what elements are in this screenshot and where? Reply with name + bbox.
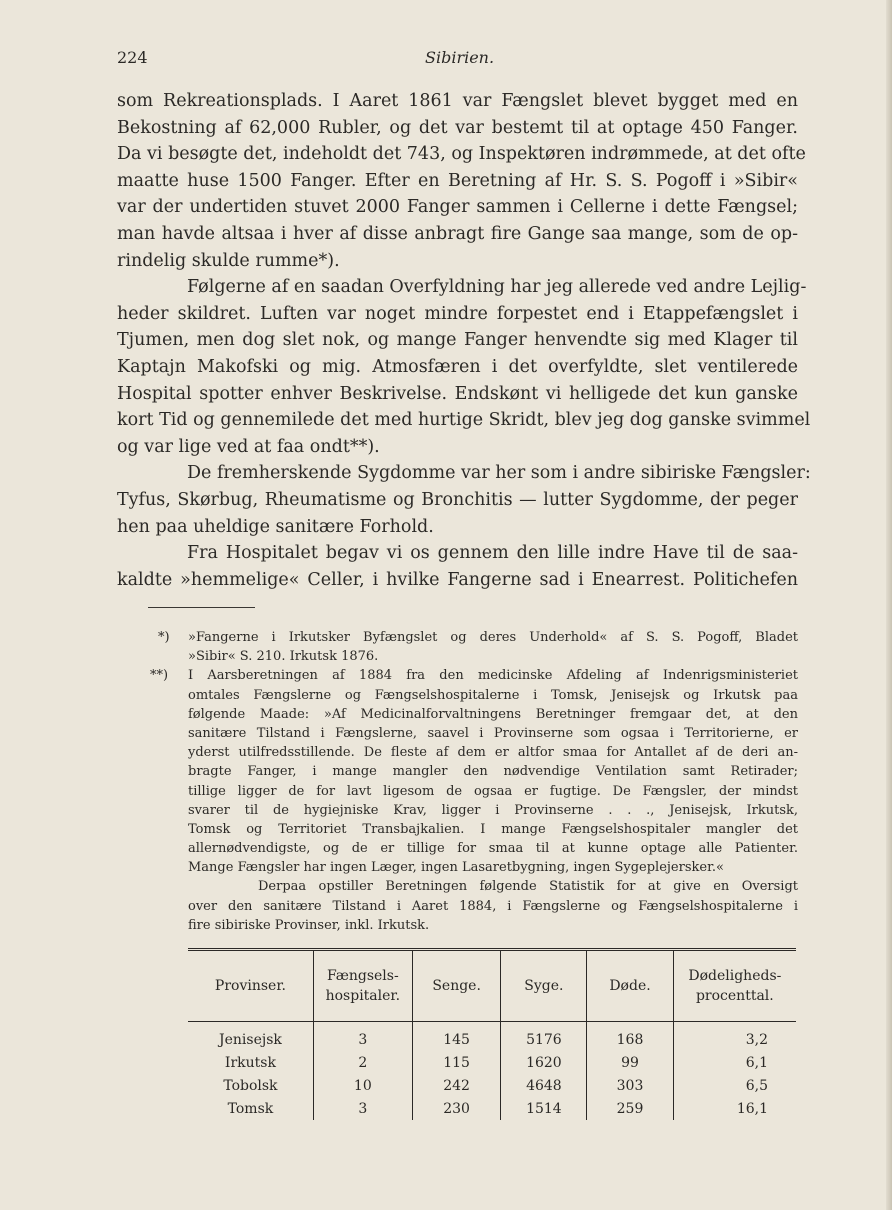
body-line: Følgerne af en saadan Overfyldning har jeg allerede ved andre Lejlig- [187, 277, 807, 298]
cell-rate: 16,1 [673, 1097, 796, 1120]
cell-sick: 1620 [501, 1051, 587, 1074]
footnote-marker: *) [158, 630, 170, 645]
body-line: Tjumen, men dog slet nok, og mange Fanger henvendte sig med Klager til [117, 330, 798, 351]
cell-beds: 230 [412, 1097, 501, 1120]
cell-dead: 259 [587, 1097, 673, 1120]
footnote-line: »Sibir« S. 210. Irkutsk 1876. [188, 649, 379, 665]
footnote-text: »Fangerne i Irkutsker Byfængslet og deres Underhold« af S. S. Pogoff, Bladet [188, 630, 798, 645]
page-header [117, 48, 797, 70]
body-line: De fremherskende Sygdomme var her som i andre sibiriske Fængsler: [187, 463, 811, 484]
cell-beds: 242 [412, 1074, 501, 1097]
body-line: maatte huse 1500 Fanger. Efter en Beretning af Hr. S. S. Pogoff i »Sibir« [117, 170, 798, 191]
cell-province: Irkutsk [224, 1054, 276, 1071]
body-line: var der undertiden stuvet 2000 Fanger sammen i Cellerne i dette Fængsel; [117, 197, 798, 218]
footnote-line: omtales Fængslerne og Fængselshospitalerne i Tomsk, Jenisejsk og Irkutsk paa [188, 687, 798, 703]
body-line: Hospital spotter enhver Beskrivelse. Endskønt vi helligede det kun ganske [117, 383, 798, 404]
footnote-line [150, 666, 798, 685]
footnote-line: Derpaa opstiller Beretningen følgende Statistik for at give en Oversigt [258, 879, 798, 895]
header-hospitals-line2: hospitaler. [325, 988, 401, 1004]
footnote-line: Tomsk og Territoriet Transbajkalien. I mange Fængselshospitaler mangler det [188, 821, 798, 837]
footnote-line: svarer til de hygiejniske Krav, ligger i Provinserne . . ., Jenisejsk, Irkutsk, [188, 802, 798, 818]
footnote-line: bragte Fanger, i mange mangler den nødvendige Ventilation samt Retirader; [188, 764, 798, 780]
page-edge [886, 0, 892, 1210]
footnote-line: Mange Fængsler har ingen Læger, ingen Lasaretbygning, ingen Sygeplejersker.« [188, 860, 724, 876]
table-row [188, 1074, 796, 1097]
cell-beds: 145 [412, 1022, 501, 1052]
footnote-line: følgende Maade: »Af Medicinalforvaltningens Beretninger fremgaar det, at den [188, 706, 798, 722]
body-line: Da vi besøgte det, indeholdt det 743, og Inspektøren indrømmede, at det ofte [117, 144, 806, 165]
header-sick: Syge. [501, 950, 587, 1022]
cell-hospitals: 3 [313, 1097, 412, 1120]
cell-province: Tobolsk [223, 1077, 278, 1094]
body-line: som Rekreationsplads. I Aaret 1861 var Fængslet blevet bygget med en [117, 91, 798, 111]
header-rate-line1: Dødeligheds- [688, 968, 782, 984]
cell-beds: 115 [412, 1051, 501, 1074]
footnote-text: I Aarsberetningen af 1884 fra den medicinske Afdeling af Indenrigsministeriet [188, 668, 798, 684]
footnote-line: allernødvendigste, og de er tillige for smaa til at kunne optage alle Patienter. [188, 841, 798, 857]
table-row [188, 1022, 796, 1052]
cell-sick: 5176 [501, 1022, 587, 1052]
body-line: heder skildret. Luften var noget mindre forpestet end i Etappefængslet i [117, 303, 798, 324]
body-line: kaldte »hemmelige« Celler, i hvilke Fangerne sad i Enearrest. Politichefen [117, 569, 798, 590]
header-provinces: Provinser. [188, 950, 313, 1022]
page-number: 224 [117, 48, 148, 67]
header-mortality-rate [673, 950, 796, 1022]
header-dead: Døde. [587, 950, 673, 1022]
cell-province: Tomsk [227, 1100, 274, 1117]
body-line: hen paa uheldige sanitære Forhold. [117, 516, 434, 537]
table-header-row [188, 950, 796, 1022]
footnote-line [158, 628, 798, 647]
running-head: Sibirien. [425, 48, 495, 67]
cell-rate: 6,1 [673, 1051, 796, 1074]
footnote-line: yderst utilfredsstillende. De fleste af dem er altfor smaa for Antallet af de deri an- [188, 745, 798, 761]
cell-sick: 4648 [501, 1074, 587, 1097]
cell-rate: 3,2 [673, 1022, 796, 1052]
statistics-table [188, 948, 796, 1120]
footnote-rule [148, 607, 255, 608]
cell-sick: 1514 [501, 1097, 587, 1120]
footnote-line: sanitære Tilstand i Fængslerne, saavel i Provinserne som ogsaa i Territorierne, er [188, 725, 798, 741]
cell-province: Jenisejsk [219, 1031, 282, 1048]
cell-dead: 168 [587, 1022, 673, 1052]
table-row [188, 1051, 796, 1074]
body-line: Bekostning af 62,000 Rubler, og det var bestemt til at optage 450 Fanger. [117, 117, 798, 138]
footnote-line: fire sibiriske Provinser, inkl. Irkutsk. [188, 917, 430, 933]
header-hospitals [313, 950, 412, 1022]
header-hospitals-line1: Fængsels- [326, 968, 399, 984]
body-line: man havde altsaa i hver af disse anbragt fire Gange saa mange, som de op- [117, 223, 798, 244]
cell-hospitals: 2 [313, 1051, 412, 1074]
footnote-line: tillige ligger de for lavt ligesom de ogsaa er fugtige. De Fængsler, der mindst [188, 783, 798, 799]
cell-dead: 99 [587, 1051, 673, 1074]
body-line: Tyfus, Skørbug, Rheumatisme og Bronchitis — lutter Sygdomme, der peger [117, 489, 798, 510]
footnote-marker: **) [150, 668, 169, 684]
footnote-line: over den sanitære Tilstand i Aaret 1884, i Fængslerne og Fængselshospitalerne i [188, 898, 798, 914]
cell-hospitals: 3 [313, 1022, 412, 1052]
header-rate-line2: procenttal. [695, 988, 774, 1004]
header-beds: Senge. [412, 950, 501, 1022]
body-line: og var lige ved at faa ondt**). [117, 436, 380, 457]
cell-rate: 6,5 [673, 1074, 796, 1097]
cell-hospitals: 10 [313, 1074, 412, 1097]
body-text [117, 88, 811, 593]
cell-dead: 303 [587, 1074, 673, 1097]
body-line: Kaptajn Makofski og mig. Atmosfæren i det overfyldte, slet ventilerede [117, 356, 798, 377]
body-line: kort Tid og gennemilede det med hurtige Skridt, blev jeg dog ganske svimmel [117, 410, 811, 431]
footnotes [150, 628, 798, 935]
body-line: Fra Hospitalet begav vi os gennem den lille indre Have til de saa- [187, 543, 798, 564]
body-line: rindelig skulde rumme*). [117, 250, 340, 271]
table-row [188, 1097, 796, 1120]
